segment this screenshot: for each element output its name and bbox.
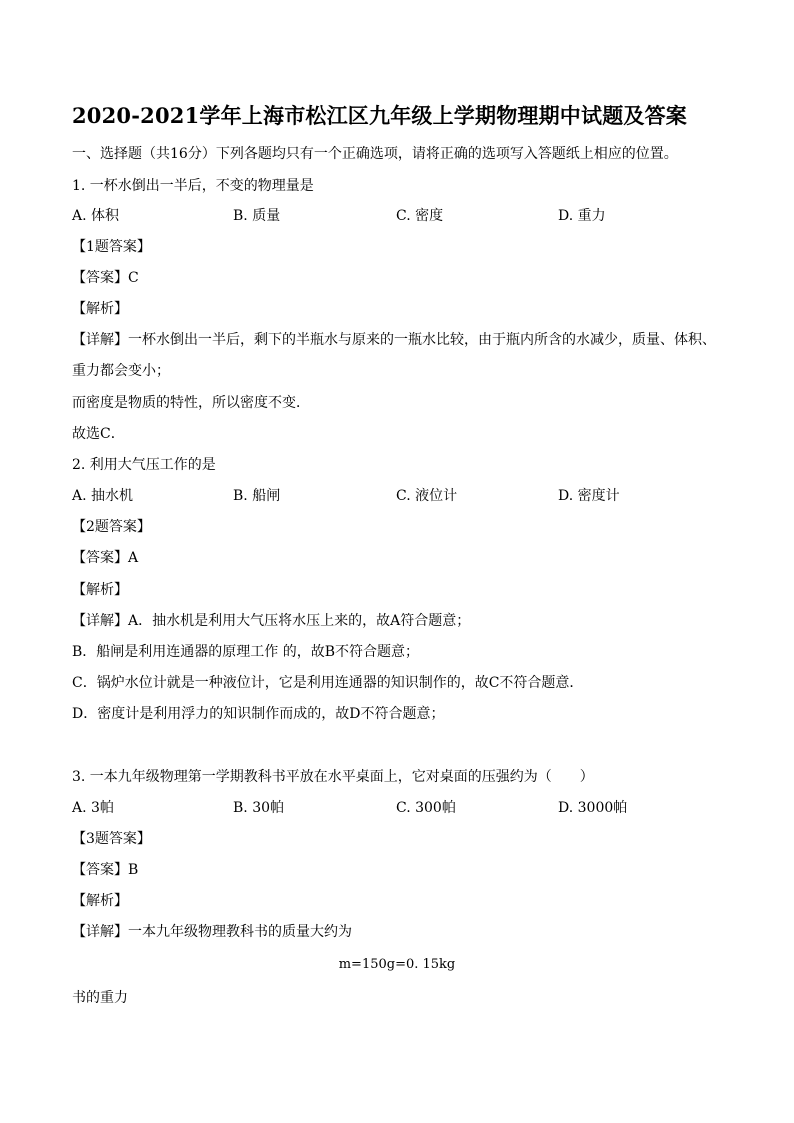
q1-answer-line [72, 268, 139, 288]
q3-answer-line [72, 860, 138, 880]
q3-detail-text-1: 一本九年级物理教科书的质量大约为 [128, 924, 352, 940]
q1-answer-label: 【答案】 [72, 270, 128, 286]
q2-detail-label: 【详解】 [72, 613, 128, 629]
q2-analysis-label: 【解析】 [72, 582, 128, 598]
q2-option-d: D. 密度计 [558, 488, 620, 504]
q1-option-a: A. 体积 [72, 208, 120, 224]
q3-answer-tag: 【3题答案】 [72, 831, 151, 847]
q3-option-c: C. 300帕 [396, 800, 456, 816]
q1-detail-line-2: 重力都会变小； [72, 363, 170, 379]
q2-detail-text-1: A．抽水机是利用大气压将水压上来的，故A符合题意； [128, 613, 471, 629]
q1-detail-text-1: 一杯水倒出一半后，剩下的半瓶水与原来的一瓶水比较，由于瓶内所含的水减少，质量、体积、 [128, 332, 716, 348]
q3-formula: m=150g=0. 15kg [338, 957, 456, 972]
q3-question: 3. 一本九年级物理第一学期教科书平放在水平桌面上，它对桌面的压强约为（ ） [72, 769, 594, 785]
q2-detail-line-4: D．密度计是利用浮力的知识制作而成的，故D不符合题意； [72, 706, 445, 722]
q1-option-d: D. 重力 [558, 208, 606, 224]
q2-detail-line-3: C．锅炉水位计就是一种液位计，它是利用连通器的知识制作的，故C不符合题意． [72, 675, 584, 691]
q1-analysis-label: 【解析】 [72, 301, 128, 317]
q2-detail-line-2: B．船闸是利用连通器的原理工作 的，故B不符合题意； [72, 644, 420, 660]
q1-detail-line-3: 而密度是物质的特性，所以密度不变． [72, 395, 310, 411]
q3-detail-line-1 [72, 922, 352, 942]
q2-question: 2. 利用大气压工作的是 [72, 457, 216, 473]
q2-option-a: A. 抽水机 [72, 488, 134, 504]
q3-option-b: B. 30帕 [233, 800, 285, 816]
section-heading: 一、选择题（共16分）下列各题均只有一个正确选项，请将正确的选项写入答题纸上相应的位置。 [72, 146, 678, 162]
q1-question: 1. 一杯水倒出一半后，不变的物理量是 [72, 178, 314, 194]
q1-option-b: B. 质量 [233, 208, 281, 224]
q3-answer-value: B [128, 862, 139, 878]
document-title: 2020-2021学年上海市松江区九年级上学期物理期中试题及答案 [72, 103, 688, 128]
q2-option-b: B. 船闸 [233, 488, 281, 504]
q1-detail-label: 【详解】 [72, 332, 128, 348]
q2-answer-line [72, 548, 138, 568]
q2-detail-line-1 [72, 611, 470, 631]
q3-option-d: D. 3000帕 [558, 800, 628, 816]
q1-answer-tag: 【1题答案】 [72, 239, 151, 255]
q2-answer-tag: 【2题答案】 [72, 519, 151, 535]
q1-answer-value: C [128, 270, 139, 286]
q1-detail-line-4: 故选C． [72, 426, 125, 442]
q3-detail-line-2: 书的重力 [72, 990, 128, 1006]
q1-option-c: C. 密度 [396, 208, 444, 224]
q3-detail-label: 【详解】 [72, 924, 128, 940]
q3-answer-label: 【答案】 [72, 862, 128, 878]
q2-option-c: C. 液位计 [396, 488, 458, 504]
q3-option-a: A. 3帕 [72, 800, 114, 816]
q2-answer-value: A [128, 550, 139, 566]
q2-answer-label: 【答案】 [72, 550, 128, 566]
q3-analysis-label: 【解析】 [72, 893, 128, 909]
q1-detail-line-1 [72, 330, 716, 350]
